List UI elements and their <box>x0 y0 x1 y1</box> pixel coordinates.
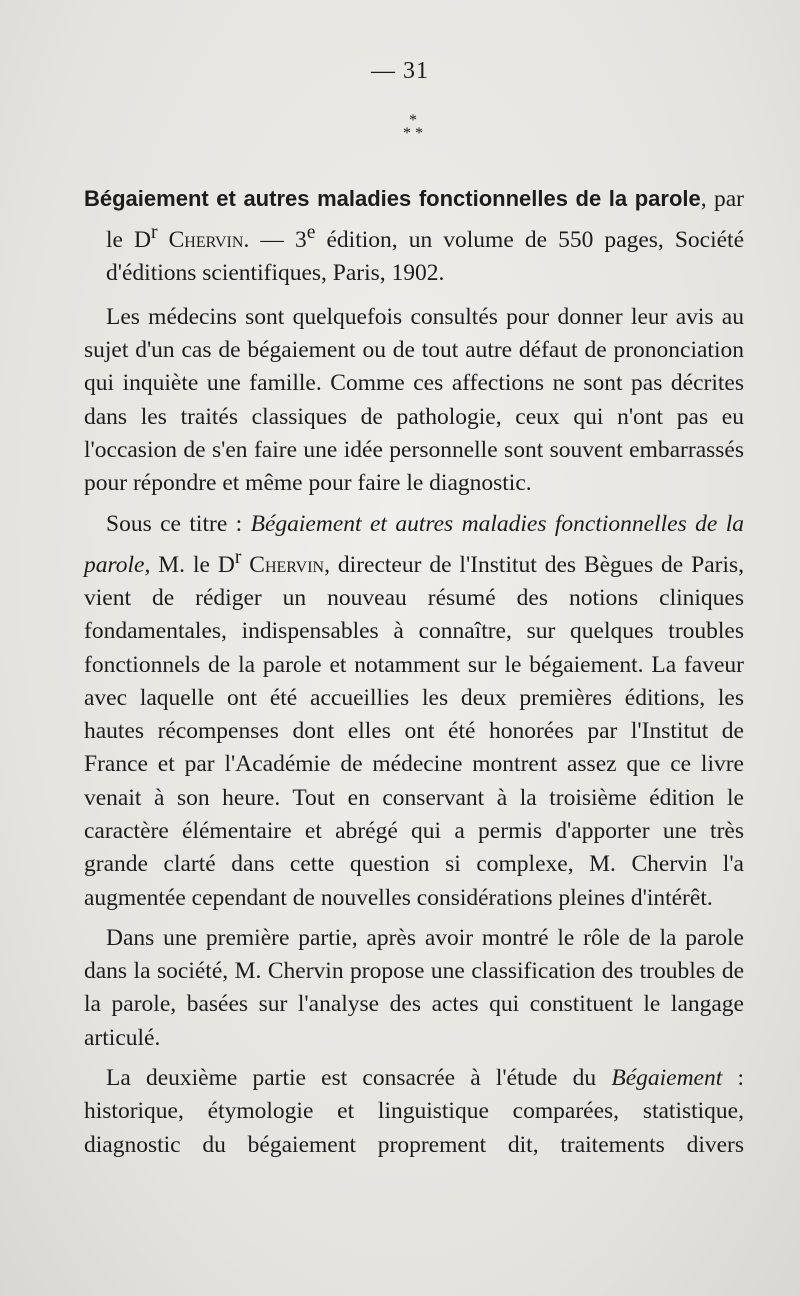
entry-details: édition, un volume de 550 pages, Société d'éditions scientifiques, Paris, 1902. <box>106 227 745 287</box>
entry-title: Bégaiement et autres maladies fonctionnelles de la parole <box>84 186 701 211</box>
entry-author: Chervin <box>168 227 244 254</box>
p2-lead: Sous ce titre : <box>106 510 251 537</box>
p4-italic: Bégaiement <box>611 1065 723 1092</box>
p2-mid: , M. le D <box>144 551 235 578</box>
p2-book-title: Bégaiement et autres maladies fonctionnelles de la parole <box>84 510 744 578</box>
asterism-ornament <box>388 114 438 154</box>
p2-sup: r <box>234 546 242 568</box>
paragraph-4 <box>84 1062 744 1162</box>
p2-rest: , directeur de l'Institut des Bègues de Paris, vient de rédiger un nouveau résumé des notions cliniques fondamentales, indispensables à connaître, sur quelques troubles fonctionnels de la parole et notamment sur le bégaiement. La faveur avec laquelle ont été accueillies les deux premières éditions, les hautes récompenses dont elles ont été honorées par l'Institut de France et par l'Académie de médecine montrent assez que ce livre venait à son heure. Tout en conservant à la troisième édition le caractère élémentaire et abrégé qui a permis d'apporter une très grande clarté dans cette question si complexe, M. Chervin l'a augmentée cependant de nouvelles considérations pleines d'intérêt. <box>84 551 745 911</box>
paragraph-1: Les médecins sont quelquefois consultés pour donner leur avis au sujet d'un cas de bégaiement ou de tout autre défaut de prononciation qui inquiète une famille. Comme ces affections ne sont pas décrites dans les traités classiques de pathologie, ceux qui n'ont pas eu l'occasion de s'en faire une idée personnelle sont souvent embarrassés pour répondre et même pour faire le diagnostic. <box>84 303 744 497</box>
paragraph-3: Dans une première partie, après avoir montré le rôle de la parole dans la société, M. Chervin propose une classification des troubles de la parole, basées sur l'analyse des actes qui constituent le langage articulé. <box>84 924 744 1051</box>
p4-lead: La deuxième partie est consacrée à l'étude du <box>106 1065 612 1092</box>
page-number: — 31 <box>371 58 429 84</box>
paragraph-2 <box>84 508 744 915</box>
entry-dash: . — 3 <box>243 227 307 254</box>
bibliographic-entry <box>84 182 744 291</box>
asterism-glyph: * * * <box>403 112 423 142</box>
entry-by: , par le D <box>106 186 744 254</box>
body-text <box>84 182 744 1169</box>
p4-rest: : historique, étymologie et linguistique comparées, statistique, diagnostic du bégaiement proprement dit, traitements divers <box>84 1065 744 1158</box>
p2-author: Chervin <box>249 551 325 578</box>
entry-ed-sup: e <box>306 222 316 244</box>
entry-by-sup: r <box>151 222 158 244</box>
